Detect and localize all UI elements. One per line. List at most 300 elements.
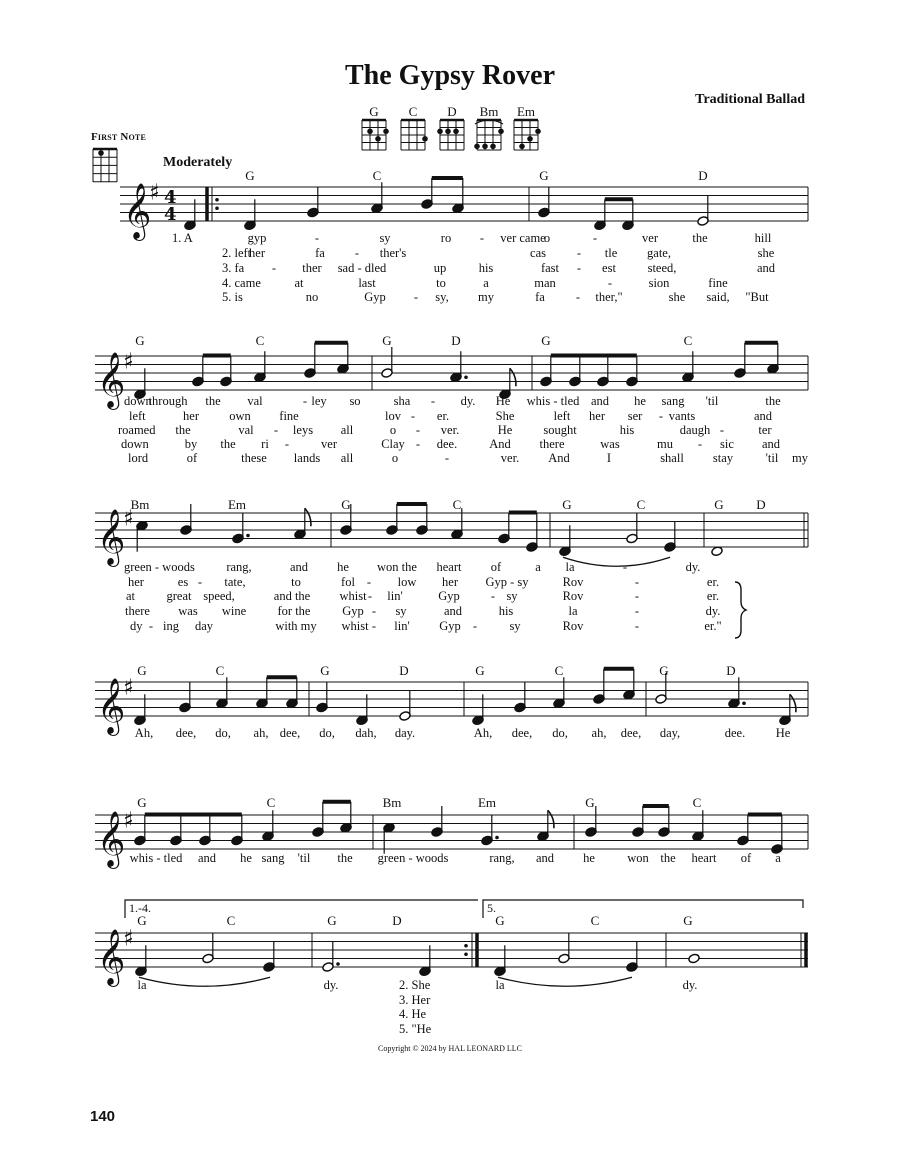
lyric-syllable: Rov	[562, 619, 584, 633]
chord-symbol: C	[226, 913, 236, 928]
lyric-syllable: lands	[293, 451, 321, 465]
slur	[498, 977, 632, 986]
lyric-syllable: dy.	[323, 978, 339, 992]
lyric-syllable: fine	[708, 276, 728, 290]
lyric-syllable: sion	[648, 276, 670, 290]
lyric-syllable: a	[483, 276, 489, 290]
chord-diagram-dot	[437, 129, 443, 135]
lyric-syllable: dee,	[511, 726, 533, 740]
chord-symbol: C	[452, 497, 462, 512]
augmentation-dot	[742, 701, 746, 705]
lyric-syllable: stay	[712, 451, 734, 465]
lyric-syllable: ser	[627, 409, 643, 423]
lyric-syllable: his	[619, 423, 635, 437]
lyric-syllable: -	[302, 394, 308, 408]
lyric-syllable: won	[627, 851, 649, 865]
chord-diagram-dot	[453, 129, 459, 135]
chord-diagram-dot	[422, 136, 428, 142]
lyric-syllable: -	[634, 604, 640, 618]
chord-diagram-dot	[498, 129, 504, 135]
chord-symbol: G	[495, 913, 505, 928]
repeat-dot	[215, 206, 219, 210]
chord-symbol: G	[320, 663, 330, 678]
lyric-syllable: fol	[341, 575, 355, 589]
lyric-syllable: for the	[277, 604, 311, 618]
lyric-syllable: green - woods	[377, 851, 449, 865]
lyric-syllable: sy	[506, 589, 518, 603]
verse-brace	[735, 582, 746, 638]
lyric-syllable: leys	[292, 423, 314, 437]
lyric-syllable: by	[184, 437, 198, 451]
lyric-syllable: ley	[311, 394, 327, 408]
repeat-dot	[464, 952, 468, 956]
treble-clef: 𝄞	[97, 929, 126, 985]
note-flag	[510, 368, 516, 386]
lyric-syllable: gate,	[647, 246, 671, 260]
chord-symbol: C	[266, 795, 276, 810]
chord-symbol: D	[399, 663, 409, 678]
lyric-syllable: 'til	[765, 451, 779, 465]
chord-symbol: G	[382, 333, 392, 348]
lyric-syllable: roamed	[118, 423, 156, 437]
lyric-syllable: she	[757, 246, 775, 260]
lyric-syllable: lov	[385, 409, 401, 423]
lyric-syllable: day,	[659, 726, 681, 740]
chord-symbol: G	[341, 497, 351, 512]
lyric-syllable: est	[602, 261, 616, 275]
chord-symbol: Em	[477, 795, 497, 810]
lyric-syllable: he	[583, 851, 595, 865]
chord-diagram-dot	[367, 129, 373, 135]
lyric-syllable: of	[186, 451, 198, 465]
note-flag	[305, 508, 311, 526]
lyric-syllable: o	[391, 451, 399, 465]
lyric-syllable: these	[241, 451, 267, 465]
lyric-syllable: Gyp	[342, 604, 364, 618]
lyric-syllable: to	[291, 575, 301, 589]
ending-bracket	[483, 900, 803, 918]
lyric-syllable: 5. is	[222, 290, 243, 304]
lyric-syllable: -	[371, 619, 377, 633]
lyric-syllable: Rov	[562, 575, 584, 589]
chord-symbol: G	[137, 795, 147, 810]
lyric-syllable: ver came	[500, 231, 546, 245]
chord-symbol: C	[683, 333, 693, 348]
lyric-syllable: He	[497, 423, 513, 437]
lyric-syllable: dee,	[175, 726, 197, 740]
chord-diagram-label: G	[369, 104, 379, 119]
lyric-syllable: down	[124, 394, 152, 408]
lyric-syllable: -	[658, 409, 664, 423]
chord-diagram-dot	[527, 136, 533, 142]
lyric-syllable: -	[271, 261, 277, 275]
lyric-syllable: -	[479, 231, 485, 245]
chord-diagram-label: D	[447, 104, 457, 119]
key-signature-sharp: ♯	[123, 675, 134, 701]
chord-symbol: G	[137, 913, 147, 928]
lyric-syllable: -	[472, 619, 478, 633]
song-title: The Gypsy Rover	[345, 60, 555, 91]
lyric-syllable: the	[660, 851, 676, 865]
lyric-syllable: val	[238, 423, 254, 437]
chord-symbol: Bm	[130, 497, 150, 512]
augmentation-dot	[246, 534, 250, 538]
lyric-syllable: at	[294, 276, 304, 290]
chord-diagram-label: Em	[516, 104, 536, 119]
lyric-syllable: val	[247, 394, 263, 408]
lyric-syllable: do,	[552, 726, 568, 740]
lyric-syllable: her	[183, 409, 199, 423]
lyric-syllable: 2. left	[222, 246, 252, 260]
lyric-syllable: her	[249, 246, 265, 260]
lyric-syllable: ther,"	[595, 290, 623, 304]
lyric-syllable: ri	[261, 437, 269, 451]
lyric-syllable: day.	[394, 726, 416, 740]
lyric-syllable: 'til	[297, 851, 311, 865]
lyric-syllable: dy.	[685, 560, 701, 574]
lyric-syllable: dah,	[355, 726, 377, 740]
lyric-syllable: er.	[706, 575, 720, 589]
lyric-syllable: Gyp - sy	[485, 575, 529, 589]
chord-symbol: G	[245, 168, 255, 183]
lyric-syllable: 5. "He	[399, 1021, 432, 1036]
lyric-syllable: -	[204, 978, 210, 992]
lyric-syllable: her	[589, 409, 605, 423]
lyric-syllable: man	[534, 276, 556, 290]
lyric-syllable: the	[337, 851, 353, 865]
lyric-syllable: at	[126, 589, 136, 603]
chord-symbol: G	[475, 663, 485, 678]
lyric-syllable: last	[358, 276, 376, 290]
lyric-syllable: was	[178, 604, 198, 618]
lyric-syllable: own	[229, 409, 251, 423]
lyric-syllable: heart	[436, 560, 462, 574]
page-number: 140	[90, 1108, 116, 1125]
lyric-syllable: -	[367, 589, 373, 603]
time-signature: 4	[164, 187, 177, 208]
lyric-syllable: Gyp	[438, 589, 460, 603]
repeat-dot	[215, 198, 219, 202]
lyric-syllable: fast	[540, 261, 560, 275]
lyric-syllable: Gyp	[364, 290, 386, 304]
lyric-syllable: -	[634, 575, 640, 589]
lyric-syllable: -	[371, 604, 377, 618]
lyric-syllable: sought	[543, 423, 577, 437]
lyric-syllable: Ah,	[473, 726, 493, 740]
lyric-syllable: sha	[393, 394, 411, 408]
augmentation-dot	[336, 962, 340, 966]
lyric-syllable: shall	[660, 451, 684, 465]
treble-clef: 𝄞	[97, 678, 126, 734]
lyric-syllable: and	[289, 560, 309, 574]
chord-diagram-dot	[519, 144, 525, 150]
chord-symbol: G	[714, 497, 724, 512]
lyric-syllable: ro	[440, 231, 452, 245]
lyric-syllable: left	[553, 409, 571, 423]
lyric-syllable: "But	[745, 290, 769, 304]
chord-symbol: D	[392, 913, 402, 928]
lyric-syllable: so	[349, 394, 361, 408]
note-flag	[790, 694, 796, 712]
lyric-syllable: his	[498, 604, 514, 618]
lyric-syllable: er.	[706, 589, 720, 603]
lyric-syllable: sy	[379, 231, 391, 245]
lyric-syllable: 4. He	[399, 1007, 427, 1021]
lyric-syllable: he	[634, 394, 646, 408]
treble-clef: 𝄞	[123, 183, 152, 239]
lyric-syllable: said,	[706, 290, 730, 304]
composer-credit: Traditional Ballad	[695, 92, 805, 107]
lyric-syllable: the	[220, 437, 236, 451]
lyric-syllable: fa	[315, 246, 325, 260]
lyric-syllable: -	[415, 437, 421, 451]
lyric-syllable: -	[576, 246, 582, 260]
lyric-syllable: sang	[661, 394, 685, 408]
lyric-syllable: the	[205, 394, 221, 408]
lyric-syllable: -	[430, 394, 436, 408]
lyric-syllable: daugh	[679, 423, 711, 437]
lyric-syllable: And	[489, 437, 511, 451]
lyric-syllable: with my	[275, 619, 317, 633]
chord-symbol: G	[137, 663, 147, 678]
lyric-syllable: -	[576, 978, 582, 992]
lyric-syllable: -	[697, 437, 703, 451]
lyric-syllable: o	[543, 231, 551, 245]
chord-symbol: D	[756, 497, 766, 512]
lyric-syllable: and	[753, 409, 773, 423]
lyric-syllable: And	[548, 451, 570, 465]
lyric-syllable: 3. fa	[222, 261, 245, 275]
lyric-syllable: vants	[668, 409, 696, 423]
lyric-syllable: Rov	[562, 589, 584, 603]
chord-symbol: D	[726, 663, 736, 678]
lyric-syllable: ver	[321, 437, 337, 451]
lyric-syllable: the	[765, 394, 781, 408]
chord-symbol: C	[590, 913, 600, 928]
lyric-syllable: la	[137, 978, 147, 992]
lyric-syllable: ther	[302, 261, 322, 275]
lyric-syllable: of	[740, 851, 752, 865]
lyric-syllable: mu	[657, 437, 673, 451]
lyric-syllable: he	[337, 560, 349, 574]
ending-label: 1.-4.	[129, 901, 151, 915]
lyric-syllable: gyp	[247, 231, 267, 245]
lyric-syllable: -	[366, 575, 372, 589]
lyric-syllable: and	[197, 851, 217, 865]
chord-symbol: G	[659, 663, 669, 678]
lyric-syllable: there	[539, 437, 565, 451]
lyric-syllable: cas	[530, 246, 546, 260]
chord-diagram-dot	[482, 144, 488, 150]
lyric-syllable: a	[775, 851, 781, 865]
lyric-syllable: lord	[128, 451, 149, 465]
lyric-syllable: dy	[130, 619, 143, 633]
lyric-syllable: won the	[377, 560, 417, 574]
lyric-syllable: 'til	[705, 394, 719, 408]
lyric-syllable: -	[197, 575, 203, 589]
lyric-syllable: Clay	[381, 437, 405, 451]
ending-bracket	[125, 900, 478, 918]
lyric-syllable: la	[565, 560, 575, 574]
lyric-syllable: sad - dled	[337, 261, 387, 275]
lyric-syllable: and	[535, 851, 555, 865]
lyric-syllable: whis - tled	[526, 394, 580, 408]
chord-diagram-dot	[490, 144, 496, 150]
lyric-syllable: Gyp	[439, 619, 461, 633]
lyric-syllable: -	[607, 276, 613, 290]
lyric-syllable: er.	[436, 409, 450, 423]
chord-symbol: C	[215, 663, 225, 678]
lyric-syllable: He	[495, 394, 511, 408]
lyric-syllable: -	[634, 589, 640, 603]
lyric-syllable: speed,	[203, 589, 235, 603]
lyric-syllable: all	[340, 423, 354, 437]
ending-label: 5.	[487, 901, 496, 915]
augmentation-dot	[464, 375, 468, 379]
key-signature-sharp: ♯	[149, 180, 160, 206]
lyric-syllable: ver.	[500, 451, 520, 465]
chord-symbol: D	[451, 333, 461, 348]
lyric-syllable: -	[634, 619, 640, 633]
lyric-syllable: sy	[395, 604, 407, 618]
lyric-syllable: dy.	[705, 604, 721, 618]
lyric-syllable: of	[490, 560, 502, 574]
lyric-syllable: sic	[720, 437, 734, 451]
lyric-syllable: the	[175, 423, 191, 437]
lyric-syllable: rang,	[489, 851, 515, 865]
lyric-syllable: and	[443, 604, 463, 618]
chord-symbol: G	[135, 333, 145, 348]
lyric-syllable: her	[128, 575, 144, 589]
chord-symbol: Em	[227, 497, 247, 512]
lyric-syllable: great	[166, 589, 192, 603]
lyric-syllable: sang	[261, 851, 285, 865]
chord-symbol: G	[683, 913, 693, 928]
lyric-syllable: left	[129, 409, 146, 423]
chord-diagram-dot	[535, 129, 541, 135]
lyric-syllable: her	[442, 575, 458, 589]
lyric-syllable: heart	[691, 851, 717, 865]
augmentation-dot	[495, 836, 499, 840]
chord-symbol: C	[372, 168, 382, 183]
lyric-syllable: ing	[163, 619, 179, 633]
lyric-syllable: dee.	[436, 437, 458, 451]
key-signature-sharp: ♯	[123, 506, 134, 532]
note-flag	[548, 810, 554, 828]
lyric-syllable: to	[436, 276, 446, 290]
lyric-syllable: a	[535, 560, 541, 574]
lyric-syllable: la	[495, 978, 505, 992]
lyric-syllable: tate,	[224, 575, 246, 589]
lyric-syllable: -	[284, 437, 290, 451]
lyric-syllable: dee,	[279, 726, 301, 740]
chord-symbol: G	[562, 497, 572, 512]
lyric-syllable: through	[148, 394, 188, 408]
lyric-syllable: rang,	[226, 560, 252, 574]
chord-symbol: C	[554, 663, 564, 678]
lyric-syllable: hill	[754, 231, 772, 245]
treble-clef: 𝄞	[97, 352, 126, 408]
lyric-syllable: my	[792, 451, 808, 465]
lyric-syllable: up	[433, 261, 447, 275]
lyric-syllable: fine	[279, 409, 299, 423]
lyric-syllable: sy	[509, 619, 521, 633]
lyric-syllable: -	[444, 451, 450, 465]
lyric-syllable: -	[719, 423, 725, 437]
slur	[563, 557, 670, 566]
lyric-syllable: ah,	[591, 726, 607, 740]
lyric-syllable: -	[490, 589, 496, 603]
lyric-syllable: steed,	[647, 261, 677, 275]
lyric-syllable: and	[756, 261, 776, 275]
chord-symbol: D	[698, 168, 708, 183]
chord-diagram-label: Bm	[479, 104, 499, 119]
lyric-syllable: ver	[642, 231, 658, 245]
lyric-syllable: green - woods	[124, 560, 195, 574]
key-signature-sharp: ♯	[123, 349, 134, 375]
note-head	[688, 953, 700, 964]
chord-symbol: C	[692, 795, 702, 810]
first-note-dot	[98, 150, 104, 156]
lyric-syllable: es	[177, 575, 189, 589]
lyric-syllable: down	[121, 437, 149, 451]
lyric-syllable: -	[410, 409, 416, 423]
lyric-syllable: Ah,	[134, 726, 154, 740]
lyric-syllable: 2. She	[399, 978, 431, 992]
lyric-syllable: ah,	[253, 726, 269, 740]
lyric-syllable: low	[397, 575, 417, 589]
lyric-syllable: lin'	[387, 589, 403, 603]
lyric-syllable: do,	[319, 726, 335, 740]
lyric-syllable: lin'	[394, 619, 410, 633]
lyric-syllable: -	[575, 290, 581, 304]
chord-symbol: C	[255, 333, 265, 348]
copyright-notice: Copyright © 2024 by HAL LEONARD LLC	[378, 1044, 522, 1053]
first-note-label: First Note	[91, 131, 146, 143]
lyric-syllable: -	[413, 290, 419, 304]
chord-symbol: G	[539, 168, 549, 183]
lyric-syllable: He	[775, 726, 791, 740]
chord-diagram-dot	[375, 136, 381, 142]
lyric-syllable: -	[314, 231, 320, 245]
lyric-syllable: tle	[604, 246, 618, 260]
lyric-syllable: day	[194, 619, 214, 633]
treble-clef: 𝄞	[97, 509, 126, 565]
lyric-syllable: he	[240, 851, 252, 865]
lyric-syllable: do,	[215, 726, 231, 740]
lyric-syllable: -	[576, 261, 582, 275]
chord-diagram-label: C	[408, 104, 418, 119]
lyric-syllable: ter	[758, 423, 772, 437]
lyric-syllable: 1. A	[172, 231, 193, 245]
lyric-syllable: was	[600, 437, 620, 451]
lyric-syllable: She	[495, 409, 515, 423]
lyric-syllable: my	[478, 290, 494, 304]
lyric-syllable: all	[340, 451, 354, 465]
lyric-syllable: dy.	[460, 394, 476, 408]
lyric-syllable: fa	[535, 290, 545, 304]
lyric-syllable: she	[668, 290, 686, 304]
lyric-syllable: -	[354, 246, 360, 260]
chord-symbol: G	[327, 913, 337, 928]
lyric-syllable: er."	[704, 619, 722, 633]
chord-symbol: C	[636, 497, 646, 512]
lyric-syllable: ther's	[379, 246, 407, 260]
key-signature-sharp: ♯	[123, 926, 134, 952]
lyric-syllable: I	[606, 451, 612, 465]
lyric-syllable: there	[125, 604, 150, 618]
lyric-syllable: wine	[221, 604, 247, 618]
